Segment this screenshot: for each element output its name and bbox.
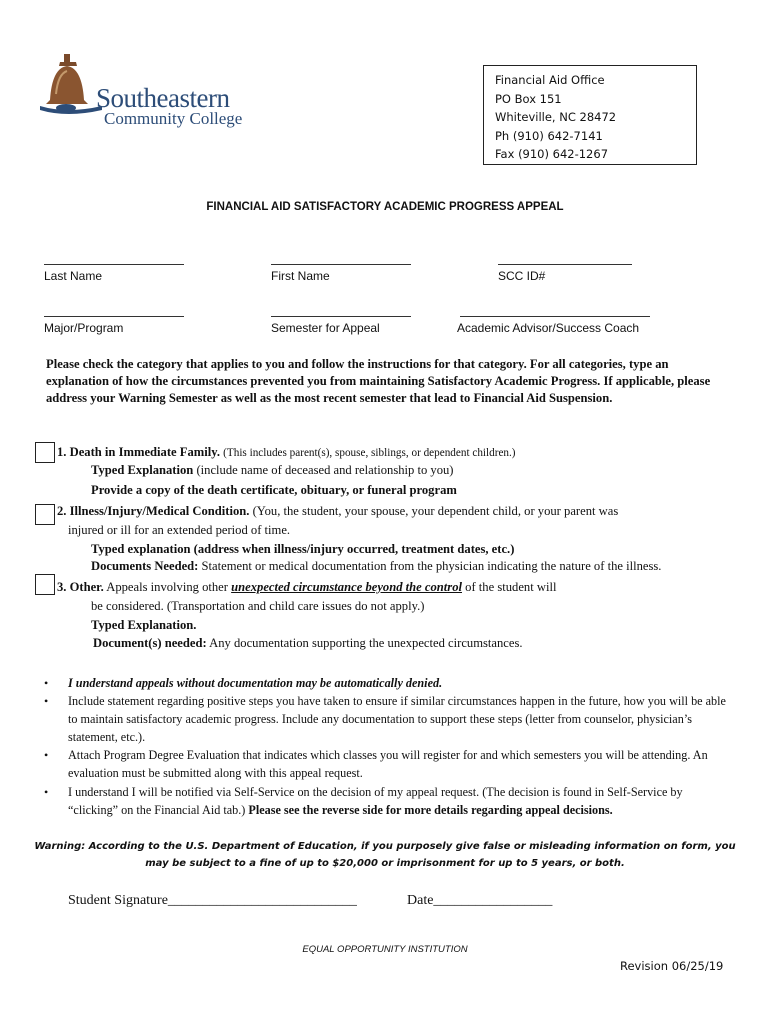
other-typed: Typed Explanation. <box>91 618 197 632</box>
other-desc2: be considered. (Transportation and child care issues do not apply.) <box>91 599 425 613</box>
illness-docs-text: Statement or medical documentation from the physician indicating the nature of the illness. <box>201 559 662 573</box>
other-docs-line <box>93 636 523 651</box>
illness-typed: Typed explanation (address when illness/injury occurred, treatment dates, etc.) <box>91 542 515 556</box>
death-typed-label: Typed Explanation <box>91 463 194 477</box>
logo-name-line2: Community College <box>104 109 243 128</box>
other-desc-emphasis: unexpected circumstance beyond the control <box>231 580 462 594</box>
revision-date: Revision 06/25/19 <box>620 959 724 973</box>
bullet-dot-icon: • <box>44 785 49 799</box>
warning-line-2: may be subject to a fine of up to $20,000 or imprisonment for up to 5 years, or both. <box>145 858 625 869</box>
death-checkbox[interactable] <box>35 442 55 463</box>
other-docs-label: Document(s) needed: <box>93 636 207 650</box>
advisor-label: Academic Advisor/Success Coach <box>457 321 640 335</box>
bullet-notification <box>68 783 728 819</box>
first-name-label: First Name <box>271 269 330 283</box>
semester-label: Semester for Appeal <box>271 321 380 335</box>
illness-desc1: (You, the student, your spouse, your dependent child, or your parent was <box>252 504 619 518</box>
semester-field[interactable] <box>271 316 411 317</box>
illness-title-line <box>57 504 618 519</box>
death-typed-line <box>91 463 454 478</box>
scc-id-label: SCC ID# <box>498 269 546 283</box>
death-title: 1. Death in Immediate Family. <box>57 445 221 459</box>
city-state-zip: Whiteville, NC 28472 <box>495 110 617 125</box>
illness-title: 2. Illness/Injury/Medical Condition. <box>57 504 250 518</box>
bullet-degree-evaluation: Attach Program Degree Evaluation that indicates which classes you will register for and which semesters you will be attending. An evaluation must be submitted along with this appeal request. <box>68 748 708 780</box>
date-field[interactable]: Date_________________ <box>407 893 553 908</box>
bullet-dot-icon: • <box>44 748 49 762</box>
illness-checkbox[interactable] <box>35 504 55 525</box>
reverse-side-note: Please see the reverse side for more details regarding appeal decisions. <box>248 803 613 817</box>
logo-name-line1: Southeastern <box>96 83 230 113</box>
notification-text: I understand I will be notified via Self-Service on the decision of my appeal request. (The decision is found in Self-Service by “clicking” on the Financial Aid tab.) <box>68 785 683 817</box>
scc-id-field[interactable] <box>498 264 632 265</box>
warning-line-1: Warning: According to the U.S. Department of Education, if you purposely give false or misleading information on form, you <box>34 841 736 852</box>
major-label: Major/Program <box>44 321 124 335</box>
advisor-field[interactable] <box>460 316 650 317</box>
illness-docs-label: Documents Needed: <box>91 559 199 573</box>
illness-docs-line <box>91 559 661 574</box>
other-docs-text: Any documentation supporting the unexpected circumstances. <box>209 636 523 650</box>
illness-desc2: injured or ill for an extended period of time. <box>68 523 291 537</box>
first-name-field[interactable] <box>271 264 411 265</box>
last-name-field[interactable] <box>44 264 184 265</box>
death-title-line <box>57 445 516 460</box>
death-typed-text: (include name of deceased and relationship to you) <box>196 463 454 477</box>
student-signature-field[interactable]: Student Signature___________________________ <box>68 893 357 908</box>
fax-number: Fax (910) 642-1267 <box>495 147 609 162</box>
phone-number: Ph (910) 642-7141 <box>495 128 603 143</box>
bullet-dot-icon: • <box>44 676 49 690</box>
office-name: Financial Aid Office <box>495 73 605 87</box>
death-provide: Provide a copy of the death certificate, obituary, or funeral program <box>91 483 457 497</box>
last-name-label: Last Name <box>44 269 103 283</box>
bullet-documentation-warning: I understand appeals without documentation may be automatically denied. <box>68 676 443 690</box>
instructions: Please check the category that applies to you and follow the instructions for that category. For all categories, type an explanation of how the circumstances prevented you from maintaining Satisfactory Academic Progress. If applicable, please address your Warning Semester as well as the most recent semester that lead to Financial Aid Suspension. <box>46 357 711 405</box>
po-box: PO Box 151 <box>495 91 562 106</box>
address-box <box>483 65 697 165</box>
legal-warning <box>0 838 770 872</box>
equal-opportunity-footer: EQUAL OPPORTUNITY INSTITUTION <box>302 944 468 955</box>
other-checkbox[interactable] <box>35 574 55 595</box>
other-desc-a: Appeals involving other <box>106 580 228 594</box>
other-title: 3. Other. <box>57 580 104 594</box>
college-logo <box>40 50 243 140</box>
death-note: (This includes parent(s), spouse, siblings, or dependent children.) <box>223 447 516 459</box>
major-field[interactable] <box>44 316 184 317</box>
other-desc-b: of the student will <box>465 580 557 594</box>
form-title: FINANCIAL AID SATISFACTORY ACADEMIC PROGRESS APPEAL <box>206 201 564 213</box>
bullet-positive-steps: Include statement regarding positive steps you have taken to ensure if similar circumstances happen in the future, how you will be able to maintain satisfactory academic progress. Include any documentation to support these steps (letter from counselor, physician’s statement, etc.). <box>68 694 726 744</box>
other-title-line <box>57 580 556 595</box>
bullet-dot-icon: • <box>44 694 49 708</box>
